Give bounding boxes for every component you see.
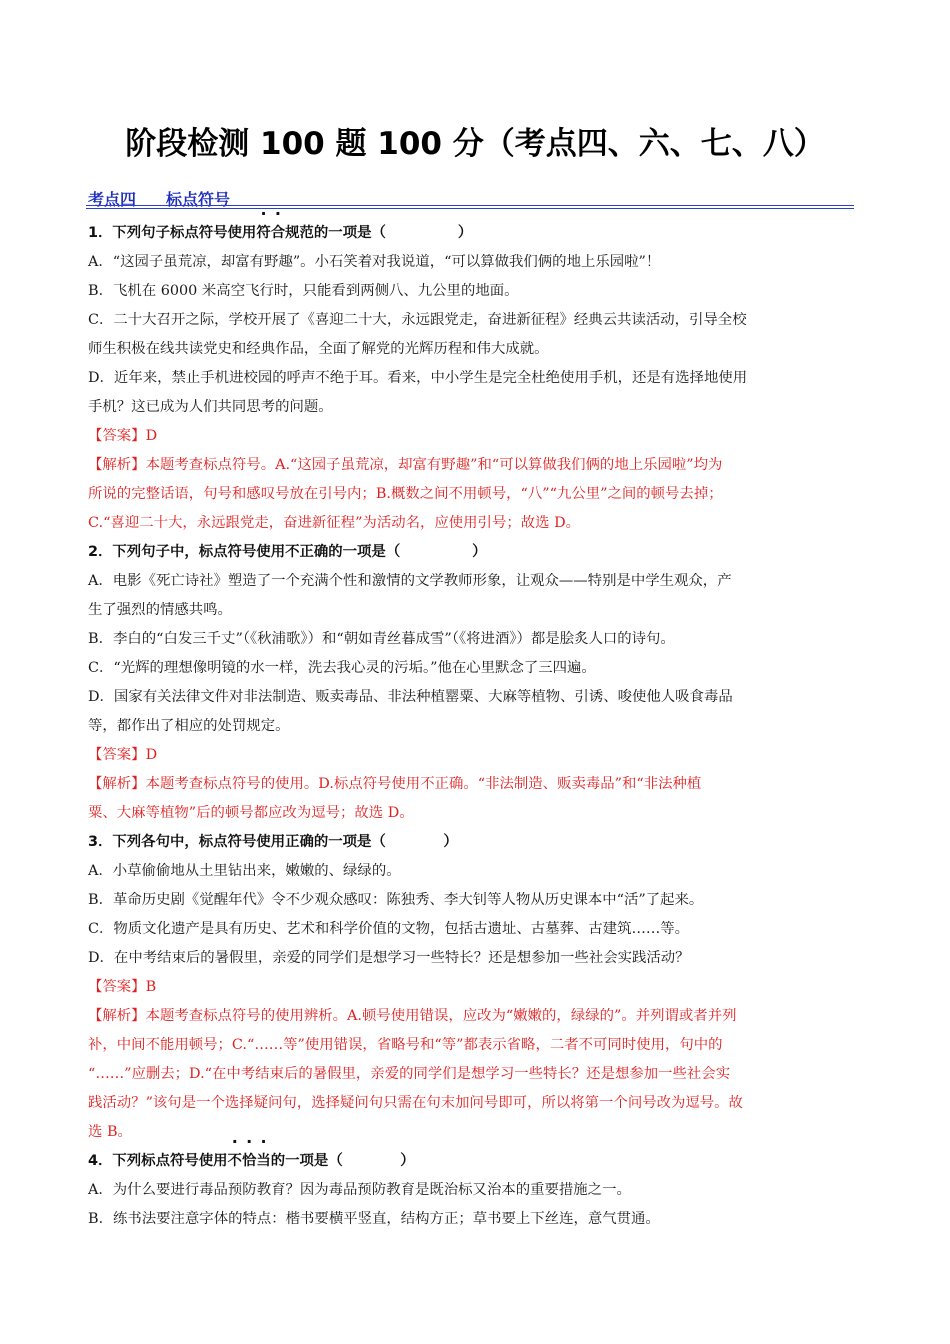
option-line: B．李白的“白发三千丈”（《秋浦歌》）和“朝如青丝暮成雪”（《将进酒》）都是脍炙人口的诗句。 xyxy=(88,631,675,647)
emphasis-dotted-text: 不恰当 xyxy=(227,1153,271,1169)
option-line: A．电影《死亡诗社》塑造了一个充满个性和激情的文学教师形象，让观众——特别是中学生观众，产 xyxy=(88,573,732,589)
option-line: D．在中考结束后的暑假里，亲爱的同学们是想学习一些特长？还是想参加一些社会实践活动？ xyxy=(88,950,690,966)
section-topic: 标点符号 xyxy=(166,190,231,209)
emphasis-dotted-text: 符合 xyxy=(256,225,286,241)
option-line: B．革命历史剧《觉醒年代》令不少观众感叹：陈独秀、李大钊等人物从历史课本中“活”了起来。 xyxy=(88,892,704,908)
question-text: 1．下列句子标点符号使用 xyxy=(88,225,257,241)
answer-line: 【答案】D xyxy=(88,747,158,763)
question-text-tail: 规范的一项是（ ） xyxy=(285,225,473,241)
option-line: 等，都作出了相应的处罚规定。 xyxy=(88,718,290,734)
option-line: 师生积极在线共读党史和经典作品，全面了解党的光辉历程和伟大成就。 xyxy=(88,341,549,357)
option-line: C．“光辉的理想像明镜的水一样，洗去我心灵的污垢。”他在心里默念了三四遍。 xyxy=(88,660,596,676)
question-text-tail: 的一项是（ ） xyxy=(270,1153,415,1169)
answer-line: 【答案】B xyxy=(88,979,157,995)
explanation-line: 【解析】本题考查标点符号的使用。D.标点符号使用不正确。“非法制造、贩卖毒品”和“非法种植 xyxy=(88,776,702,792)
explanation-line: 粟、大麻等植物”后的顿号都应改为逗号；故选 D。 xyxy=(88,805,414,821)
explanation-line: 【解析】本题考查标点符号的使用辨析。A.顿号使用错误，应改为“嫩嫩的，绿绿的”。并列谓或者并列 xyxy=(88,1008,737,1024)
question-list xyxy=(88,219,860,1234)
option-line: A．为什么要进行毒品预防教育？因为毒品预防教育是既治标又治本的重要措施之一。 xyxy=(88,1182,631,1198)
question-stem xyxy=(88,828,860,857)
question-stem xyxy=(88,1147,860,1176)
option-line: 生了强烈的情感共鸣。 xyxy=(88,602,232,618)
option-line: D．国家有关法律文件对非法制造、贩卖毒品、非法种植罂粟、大麻等植物、引诱、唆使他人吸食毒品 xyxy=(88,689,733,705)
explanation-line: 【解析】本题考查标点符号。A.“这园子虽荒凉，却富有野趣”和“可以算做我们俩的地上乐园啦”均为 xyxy=(88,457,723,473)
explanation-line: 选 B。 xyxy=(88,1124,132,1140)
option-line: A．“这园子虽荒凉，却富有野趣”。小石笑着对我说道，“可以算做我们俩的地上乐园啦”！ xyxy=(88,254,661,270)
option-line: A．小草偷偷地从土里钻出来，嫩嫩的、绿绿的。 xyxy=(88,863,401,879)
section-label: 考点四 xyxy=(88,190,137,209)
option-line: B．飞机在 6000 米高空飞行时，只能看到两侧八、九公里的地面。 xyxy=(88,283,519,299)
question-stem xyxy=(88,538,860,567)
option-line: B．练书法要注意字体的特点：楷书要横平竖直，结构方正；草书要上下丝连，意气贯通。 xyxy=(88,1211,660,1227)
section-rule-thin xyxy=(86,208,854,209)
option-line: C．物质文化遗产是具有历史、艺术和科学价值的文物，包括古遗址、古墓葬、古建筑……等。 xyxy=(88,921,690,937)
question-text: 4．下列标点符号使用 xyxy=(88,1153,228,1169)
question-text: 3．下列各句中，标点符号使用正确的一项是（ ） xyxy=(88,834,458,850)
option-line: 手机？这已成为人们共同思考的问题。 xyxy=(88,399,333,415)
explanation-line: C.“喜迎二十大，永远跟党走，奋进新征程”为活动名，应使用引号；故选 D。 xyxy=(88,515,581,531)
question-stem xyxy=(88,219,860,248)
option-line: D．近年来，禁止手机进校园的呼声不绝于耳。看来，中小学生是完全杜绝使用手机，还是有选择地使用 xyxy=(88,370,748,386)
explanation-line: “……”应删去；D.“在中考结束后的暑假里，亲爱的同学们是想学习一些特长？还是想参加一些社会实 xyxy=(88,1066,731,1082)
question-text: 2．下列句子中，标点符号使用不正确的一项是（ ） xyxy=(88,544,487,560)
option-line: C．二十大召开之际，学校开展了《喜迎二十大，永远跟党走，奋进新征程》经典云共读活动，引导全校 xyxy=(88,312,747,328)
answer-line: 【答案】D xyxy=(88,428,158,444)
page-title: 阶段检测 100 题 100 分（考点四、六、七、八） xyxy=(125,126,825,162)
section-rule xyxy=(86,205,854,206)
explanation-line: 补，中间不能用顿号；C.“……等”使用错误，省略号和“等”都表示省略，二者不可同时使用，句中的 xyxy=(88,1037,723,1053)
explanation-line: 所说的完整话语，句号和感叹号放在引号内；B.概数之间不用顿号，“八”“九公里”之间的顿号去掉； xyxy=(88,486,723,502)
explanation-line: 践活动？”该句是一个选择疑问句，选择疑问句只需在句末加问号即可，所以将第一个问号改为逗号。故 xyxy=(88,1095,743,1111)
